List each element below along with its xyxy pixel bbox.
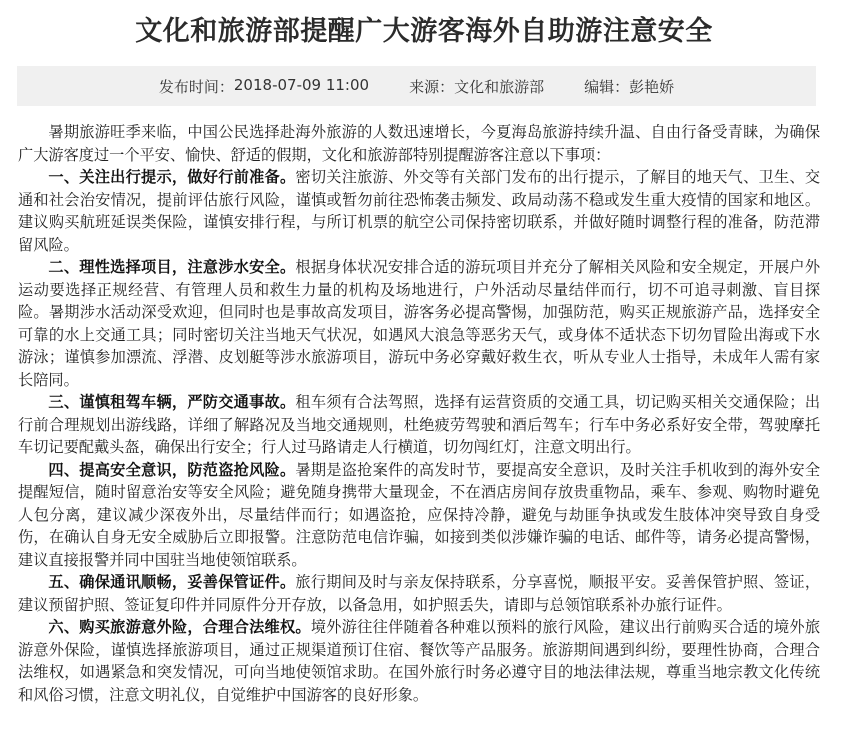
section-5 [18,571,820,616]
intro-paragraph: 暑期旅游旺季来临，中国公民选择赴海外旅游的人数迅速增长，今夏海岛旅游持续升温、自由行备受青睐，为确保广大游客度过一个平安、愉快、舒适的假期，文化和旅游部特别提醒游客注意以下事项： [18,123,820,164]
article-body [18,121,820,706]
section-2-heading: 二、理性选择项目，注意涉水安全。 [48,258,296,276]
section-6-heading: 六、购买旅游意外险，合理合法维权。 [48,618,311,636]
section-3 [18,391,820,459]
section-1 [18,166,820,256]
source-label: 来源： [409,77,455,96]
section-5-body: 旅行期间及时与亲友保持联系，分享喜悦，顺报平安。妥善保管护照、签证，建议预留护照、签证复印件并同原件分开存放，以备急用，如护照丢失，请即与总领馆联系补办旅行证件。 [18,573,821,614]
section-4 [18,459,820,572]
section-1-body: 密切关注旅游、外交等有关部门发布的出行提示，了解目的地天气、卫生、交通和社会治安情况，提前评估旅行风险，谨慎或暂勿前往恐怖袭击频发、政局动荡不稳或发生重大疫情的国家和地区。建议购买航班延误类保险，谨慎安排行程，与所订机票的航空公司保持密切联系，并做好随时调整行程的准备，防范滞留风险。 [18,168,821,254]
publish-time [159,76,369,97]
article-title: 文化和旅游部提醒广大游客海外自助游注意安全 [135,16,713,47]
section-6 [18,616,820,706]
editor-value: 彭艳娇 [629,77,675,96]
section-4-heading: 四、提高安全意识，防范盗抢风险。 [48,460,296,479]
publish-time-label: 发布时间： [158,77,234,96]
article-editor [584,76,674,97]
article-meta-bar [17,66,816,106]
publish-time-value: 2018-07-09 11:00 [233,75,370,94]
section-1-heading: 一、关注出行提示，做好行前准备。 [48,168,296,186]
section-3-heading: 三、谨慎租驾车辆，严防交通事故。 [48,393,296,411]
section-5-heading: 五、确保通讯顺畅，妥善保管证件。 [48,573,296,591]
section-6-body: 境外游往往伴随着各种难以预料的旅行风险，建议出行前购买合适的境外旅游意外保险，谨慎选择旅游项目，通过正规渠道预订住宿、餐饮等产品服务。旅游期间遇到纠纷，要理性协商，合理合法维权，如遇紧急和突发情况，可向当地使领馆求助。在国外旅行时务必遵守目的地法律法规，尊重当地宗教文化传统和风俗习惯，注意文明礼仪，自觉维护中国游客的良好形象。 [18,618,821,704]
section-3-body: 租车须有合法驾照，选择有运营资质的交通工具，切记购买相关交通保险；出行前合理规划出游线路，详细了解路况及当地交通规则，杜绝疲劳驾驶和酒后驾车；行车中务必系好安全带，驾驶摩托车切记要配戴头盔，确保出行安全；行人过马路请走人行横道，切勿闯红灯，注意文明出行。 [18,393,821,456]
article-source [409,76,544,97]
section-2 [18,256,820,391]
section-2-body: 根据身体状况安排合适的游玩项目并充分了解相关风险和安全规定，开展户外运动要选择正规经营、有管理人员和救生力量的机构及场地进行，户外活动尽量结伴而行，切不可追寻刺激、盲目探险。暑期涉水活动深受欢迎，但同时也是事故高发项目，游客务必提高警惕，加强防范，购买正规旅游产品，选择安全可靠的水上交通工具；同时密切关注当地天气状况，如遇风大浪急等恶劣天气，或身体不适状态下切勿冒险出海或下水游泳；谨慎参加漂流、浮潜、皮划艇等涉水旅游项目，游玩中务必穿戴好救生衣，听从专业人士指导，未成年人需有家长陪同。 [18,258,821,389]
editor-label: 编辑： [584,77,630,96]
section-4-body: 暑期是盗抢案件的高发时节，要提高安全意识，及时关注手机收到的海外安全提醒短信，随时留意治安等安全风险；避免随身携带大量现金，不在酒店房间存放贵重物品，乘车、参观、购物时避免人包分离，建议减少深夜外出，尽量结伴而行；如遇盗抢，应保持冷静，避免与劫匪争执或发生肢体冲突导致自身受伤，在确认自身无安全威胁后立即报警。注意防范电信诈骗，如接到类似涉嫌诈骗的电话、邮件等，请务必提高警惕，建议直接报警并同中国驻当地使领馆联系。 [18,460,821,569]
source-value: 文化和旅游部 [454,77,545,96]
